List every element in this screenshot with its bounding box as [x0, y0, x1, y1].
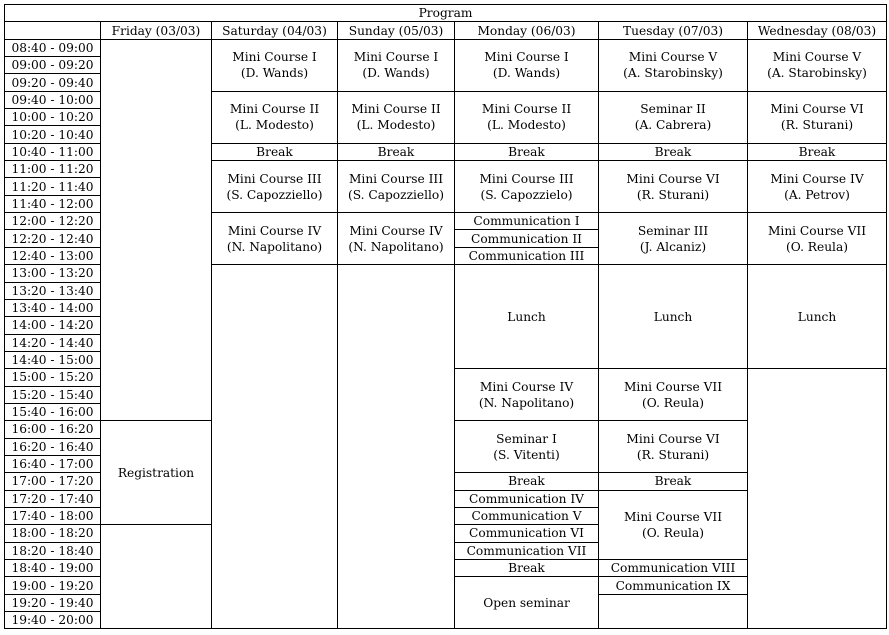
day-header: Saturday (04/03) [212, 22, 338, 39]
time-slot-label: 18:00 - 18:20 [5, 525, 101, 542]
session-speaker: (R. Sturani) [780, 118, 854, 133]
empty-cell [101, 525, 212, 629]
session-title: Mini Course I [353, 50, 439, 65]
time-slot-row [5, 39, 887, 56]
session-title: Mini Course VII [623, 509, 723, 524]
time-slot-label: 11:00 - 11:20 [5, 161, 101, 178]
session-cell [212, 161, 338, 213]
session-cell [599, 143, 748, 160]
time-slot-label: 14:20 - 14:40 [5, 334, 101, 351]
session-title: Mini Course VI [770, 102, 864, 117]
session-title: Mini Course V [772, 50, 862, 65]
session-cell [455, 473, 599, 490]
session-cell [455, 577, 599, 629]
session-title: Mini Course III [479, 171, 574, 186]
session-title: Break [654, 144, 692, 159]
session-title: Mini Course VII [767, 223, 867, 238]
session-title: Communication VI [469, 526, 584, 541]
session-title: Break [508, 561, 545, 576]
session-cell [748, 91, 887, 143]
session-title: Mini Course III [348, 171, 444, 186]
session-speaker: (A. Petrov) [784, 187, 850, 202]
session-cell [599, 490, 748, 559]
session-cell [455, 542, 599, 559]
session-cell [212, 213, 338, 265]
session-title: Mini Course II [351, 102, 441, 117]
session-speaker: (O. Reula) [642, 525, 704, 540]
session-speaker: (J. Alcaniz) [639, 239, 707, 254]
session-speaker: (D. Wands) [362, 66, 430, 81]
time-slot-label: 09:00 - 09:20 [5, 57, 101, 74]
session-title: Seminar III [637, 223, 709, 238]
day-header: Sunday (05/03) [338, 22, 455, 39]
session-title: Mini Course IV [770, 171, 864, 186]
session-cell [748, 143, 887, 160]
session-cell [212, 91, 338, 143]
session-cell [455, 507, 599, 524]
time-slot-label: 12:20 - 12:40 [5, 230, 101, 247]
time-slot-label: 12:00 - 12:20 [5, 213, 101, 230]
time-slot-label: 19:20 - 19:40 [5, 594, 101, 611]
session-cell [455, 230, 599, 247]
session-cell [338, 143, 455, 160]
session-title: Break [377, 144, 415, 159]
session-cell [455, 39, 599, 91]
session-title: Mini Course IV [227, 223, 322, 238]
time-slot-label: 13:40 - 14:00 [5, 299, 101, 316]
time-slot-label: 15:00 - 15:20 [5, 369, 101, 386]
session-title: Break [654, 474, 692, 489]
time-slot-label: 15:20 - 15:40 [5, 386, 101, 403]
time-slot-label: 09:20 - 09:40 [5, 74, 101, 91]
day-header: Monday (06/03) [455, 22, 599, 39]
session-cell [101, 421, 212, 525]
time-slot-label: 19:00 - 19:20 [5, 577, 101, 594]
session-title: Communication VIII [610, 561, 736, 576]
session-cell [455, 143, 599, 160]
session-cell [748, 39, 887, 91]
program-table [4, 4, 887, 629]
time-slot-label: 16:00 - 16:20 [5, 421, 101, 438]
session-cell [455, 525, 599, 542]
session-title: Mini Course VI [626, 431, 720, 446]
session-cell [212, 143, 338, 160]
session-cell [455, 161, 599, 213]
time-slot-label: 13:20 - 13:40 [5, 282, 101, 299]
session-title: Lunch [653, 309, 693, 324]
time-slot-label: 16:40 - 17:00 [5, 455, 101, 472]
session-cell [748, 213, 887, 265]
empty-cell [599, 594, 748, 629]
time-slot-label: 09:40 - 10:00 [5, 91, 101, 108]
session-title: Communication IV [469, 491, 584, 506]
session-speaker: (O. Reula) [642, 395, 704, 410]
session-speaker: (S. Vitenti) [493, 447, 560, 462]
day-header: Wednesday (08/03) [748, 22, 887, 39]
time-slot-label: 10:40 - 11:00 [5, 143, 101, 160]
session-speaker: (L. Modesto) [356, 118, 436, 133]
session-cell [455, 213, 599, 230]
empty-cell [101, 39, 212, 421]
session-cell [599, 39, 748, 91]
session-title: Communication I [473, 214, 580, 229]
time-slot-label: 14:40 - 15:00 [5, 351, 101, 368]
session-cell [599, 369, 748, 421]
time-slot-label: 14:00 - 14:20 [5, 317, 101, 334]
session-speaker: (R. Sturani) [636, 187, 710, 202]
session-title: Break [508, 474, 545, 489]
session-title: Registration [117, 465, 195, 480]
time-slot-label: 19:40 - 20:00 [5, 612, 101, 629]
session-title: Lunch [507, 309, 546, 324]
session-speaker: (S. Capozziello) [348, 187, 444, 202]
time-slot-label: 08:40 - 09:00 [5, 39, 101, 56]
day-header: Tuesday (07/03) [599, 22, 748, 39]
session-speaker: (N. Napolitano) [226, 239, 323, 254]
time-slot-label: 16:20 - 16:40 [5, 438, 101, 455]
day-header: Friday (03/03) [101, 22, 212, 39]
session-cell [748, 265, 887, 369]
session-title: Communication IX [615, 578, 731, 593]
session-cell [748, 161, 887, 213]
session-cell [212, 39, 338, 91]
session-cell [455, 490, 599, 507]
session-cell [599, 161, 748, 213]
session-cell [599, 265, 748, 369]
empty-cell [212, 265, 338, 629]
session-title: Communication II [471, 231, 582, 246]
session-speaker: (O. Reula) [786, 239, 848, 254]
session-speaker: (D. Wands) [492, 66, 561, 81]
session-title: Mini Course VI [626, 171, 720, 186]
empty-cell [748, 369, 887, 629]
time-slot-label: 13:00 - 13:20 [5, 265, 101, 282]
session-cell [455, 421, 599, 473]
time-slot-label: 11:40 - 12:00 [5, 195, 101, 212]
session-title: Seminar I [496, 431, 557, 446]
session-cell [455, 91, 599, 143]
session-cell [455, 265, 599, 369]
session-title: Communication V [471, 509, 582, 524]
program-title: Program [5, 5, 887, 22]
session-cell [599, 91, 748, 143]
session-speaker: (N. Napolitano) [478, 395, 575, 410]
session-speaker: (R. Sturani) [636, 447, 710, 462]
session-speaker: (S. Capozziello) [226, 187, 323, 202]
session-title: Open seminar [483, 595, 570, 610]
time-column-header [5, 22, 101, 39]
session-title: Break [256, 144, 293, 159]
session-cell [599, 473, 748, 490]
session-speaker: (D. Wands) [240, 66, 309, 81]
time-slot-label: 17:40 - 18:00 [5, 507, 101, 524]
session-cell [338, 39, 455, 91]
session-title: Communication VII [466, 543, 587, 558]
day-header-row [5, 22, 887, 39]
session-title: Mini Course VII [623, 379, 723, 394]
session-title: Mini Course I [484, 50, 569, 65]
session-cell [599, 213, 748, 265]
session-cell [599, 560, 748, 577]
session-cell [338, 213, 455, 265]
session-title: Lunch [797, 309, 837, 324]
session-title: Mini Course II [229, 102, 320, 117]
time-slot-label: 10:00 - 10:20 [5, 109, 101, 126]
session-speaker: (A. Cabrera) [634, 118, 712, 133]
session-title: Mini Course IV [349, 223, 443, 238]
time-slot-label: 11:20 - 11:40 [5, 178, 101, 195]
session-title: Seminar II [640, 102, 706, 117]
time-slot-label: 18:40 - 19:00 [5, 560, 101, 577]
session-title: Break [508, 144, 545, 159]
schedule-body [5, 39, 887, 629]
time-slot-label: 15:40 - 16:00 [5, 403, 101, 420]
session-speaker: (A. Starobinsky) [623, 66, 723, 81]
session-cell [455, 560, 599, 577]
session-title: Mini Course II [481, 102, 572, 117]
session-cell [599, 421, 748, 473]
session-speaker: (S. Capozzielo) [480, 187, 573, 202]
session-cell [338, 161, 455, 213]
empty-cell [338, 265, 455, 629]
time-slot-label: 10:20 - 10:40 [5, 126, 101, 143]
time-slot-label: 12:40 - 13:00 [5, 247, 101, 264]
session-cell [455, 247, 599, 264]
session-cell [599, 577, 748, 594]
session-cell [338, 91, 455, 143]
session-cell [455, 369, 599, 421]
session-title: Mini Course I [232, 50, 317, 65]
time-slot-label: 17:20 - 17:40 [5, 490, 101, 507]
session-title: Communication III [468, 248, 585, 263]
session-title: Mini Course IV [479, 379, 574, 394]
session-speaker: (A. Starobinsky) [767, 66, 867, 81]
session-speaker: (L. Modesto) [487, 118, 566, 133]
session-speaker: (N. Napolitano) [348, 239, 444, 254]
session-title: Mini Course III [227, 171, 322, 186]
time-slot-label: 17:00 - 17:20 [5, 473, 101, 490]
session-speaker: (L. Modesto) [235, 118, 314, 133]
session-title: Break [798, 144, 836, 159]
time-slot-label: 18:20 - 18:40 [5, 542, 101, 559]
session-title: Mini Course V [628, 50, 718, 65]
